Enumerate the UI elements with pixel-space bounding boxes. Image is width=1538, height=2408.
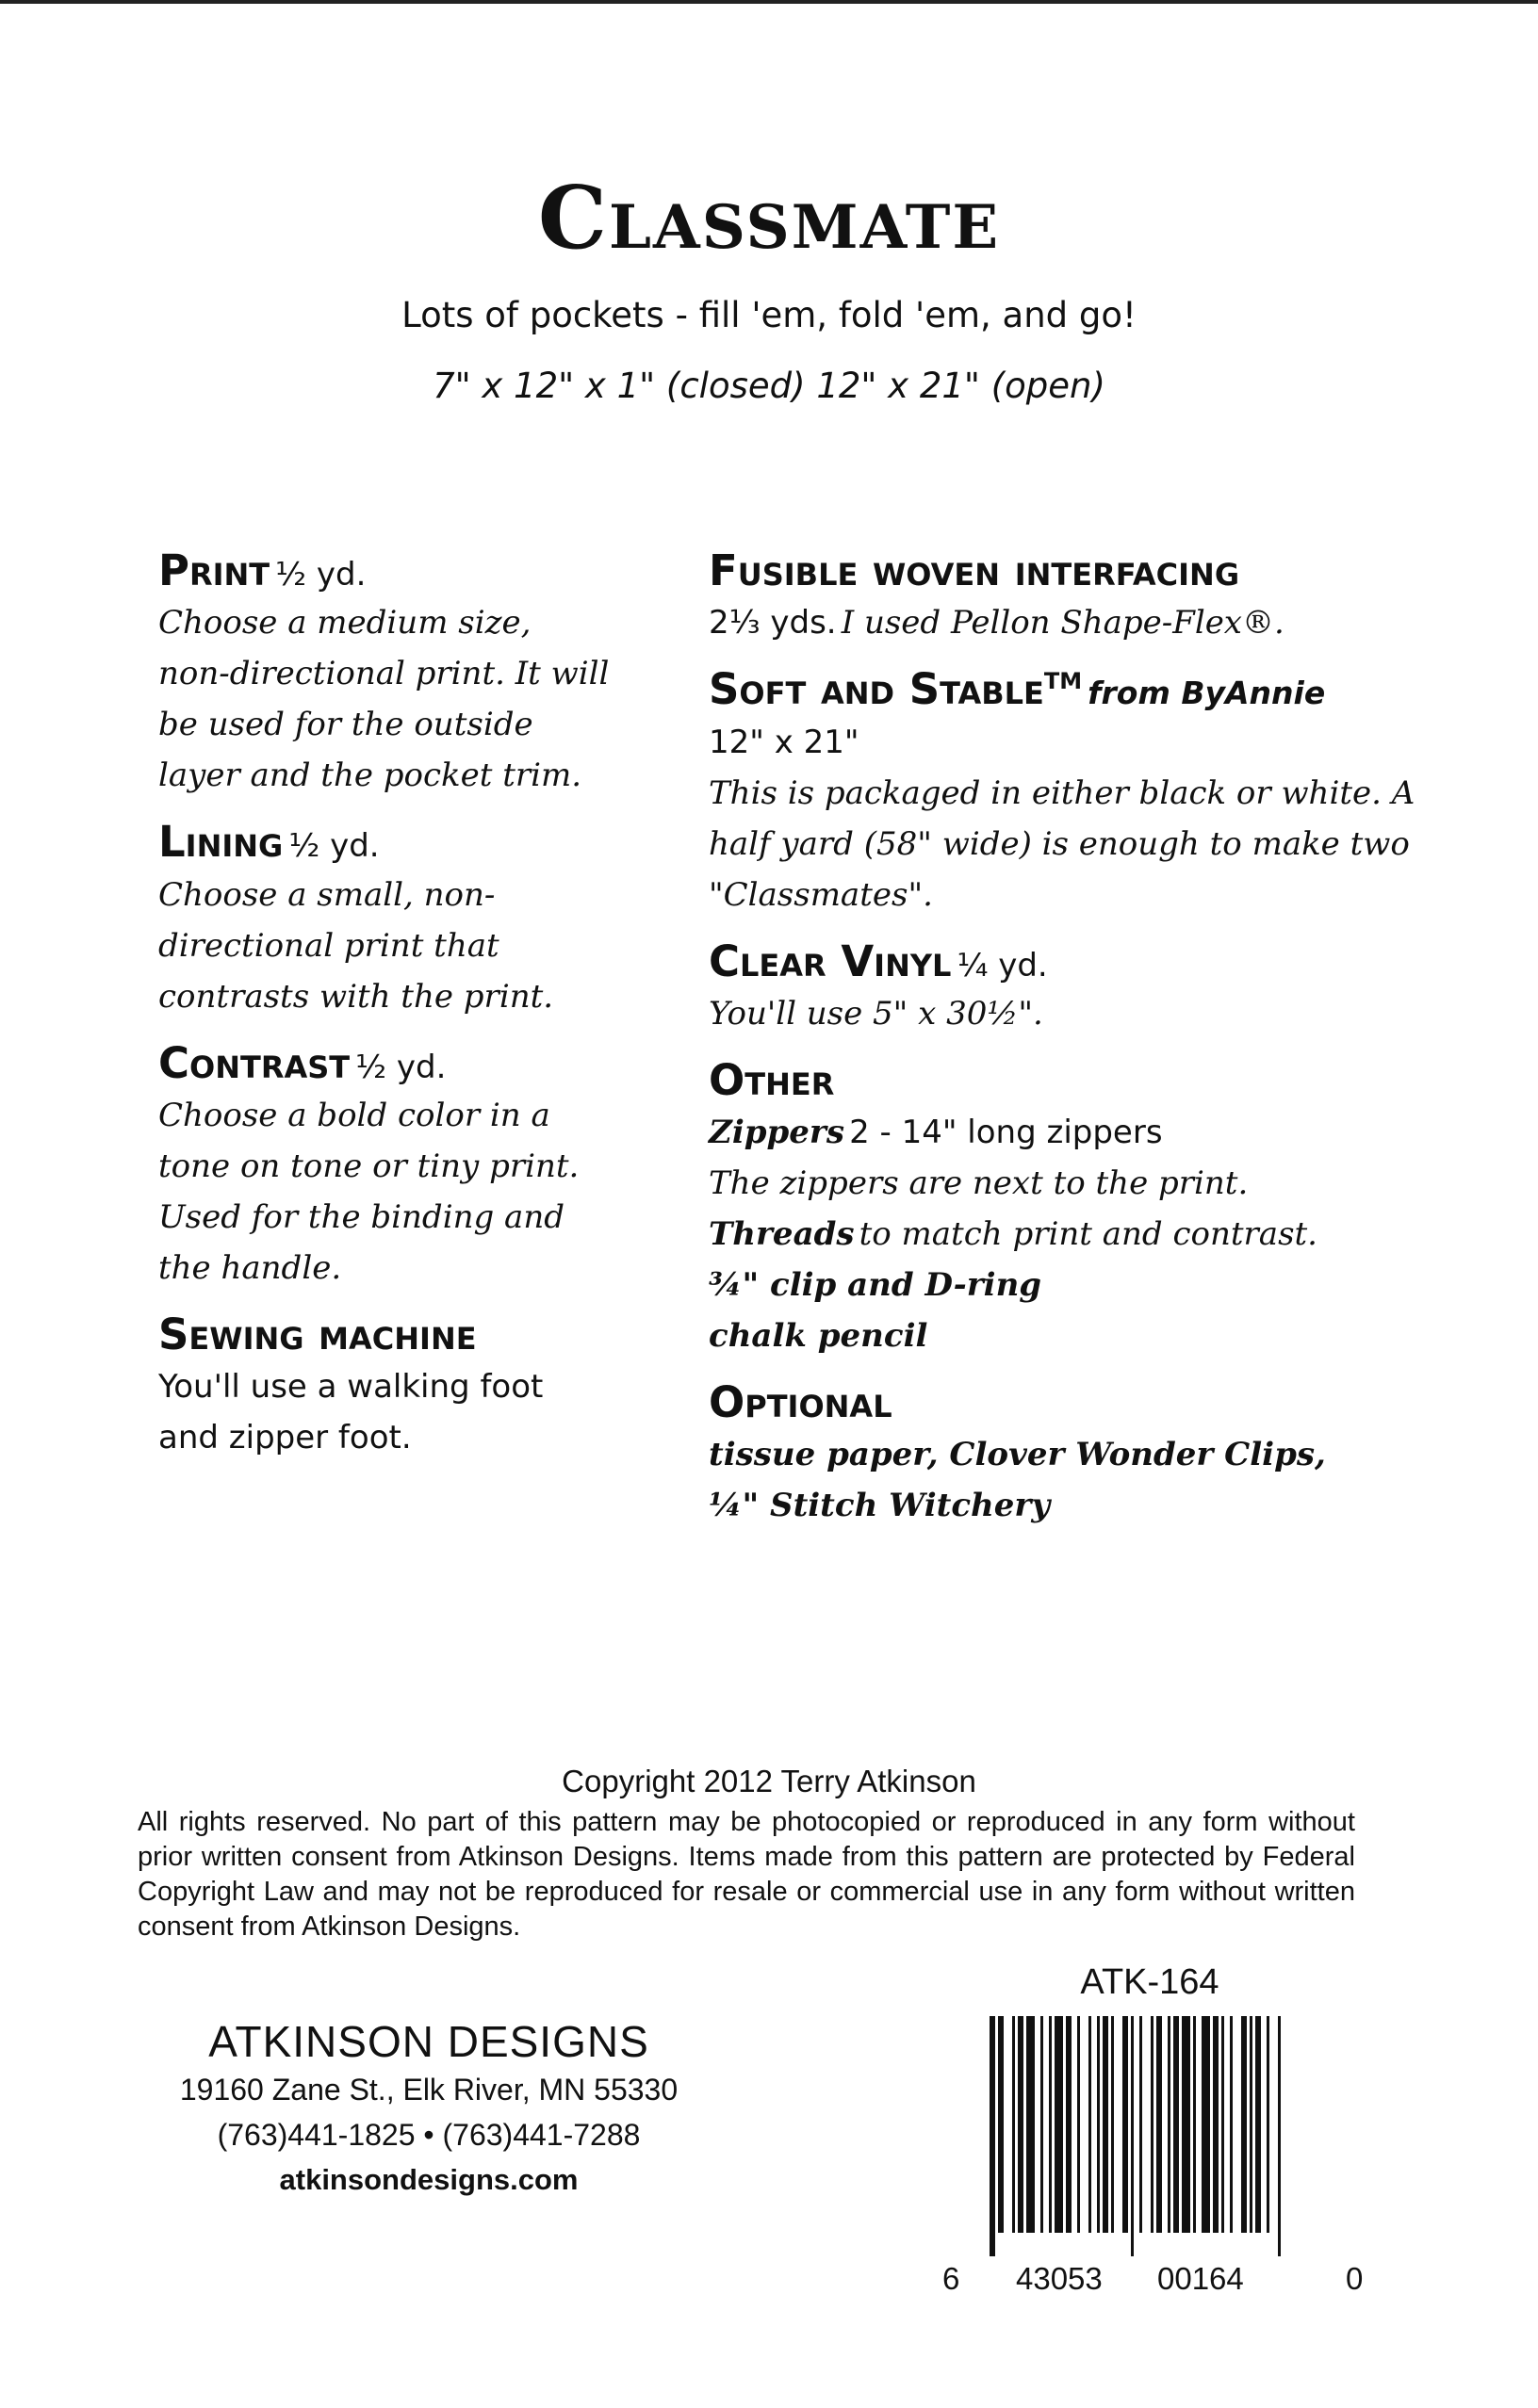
company-phones: (763)441-1825 • (763)441-7288: [217, 2118, 641, 2152]
barcode-bar: [990, 2016, 995, 2256]
section-heading: Fusible woven interfacing: [709, 545, 1240, 595]
section-optional: [709, 1376, 1387, 1531]
description-line: directional print that: [158, 926, 499, 965]
description-line: non-directional print. It will: [158, 655, 610, 693]
section-heading: Optional: [709, 1377, 892, 1427]
barcode-icon: [971, 2007, 1357, 2261]
supplies-right-column: [709, 545, 1415, 1546]
item-text: to match print and contrast.: [859, 1215, 1317, 1253]
barcode-bar: [1241, 2016, 1247, 2233]
copyright-notice: All rights reserved. No part of this pattern may be photocopied or reproduced in any form without prior written consent from Atkinson Designs. Items made from this pattern are protected by Federal Copyright Law and may not be reproduced for resale or commercial use in any form without written consent from Atkinson Designs.: [138, 1807, 1355, 1942]
barcode-bar: [1255, 2016, 1261, 2233]
section-soft-and-stable: [709, 663, 1415, 919]
company-info: [160, 2016, 697, 2203]
top-border-line: [0, 0, 1538, 4]
description-line: contrasts with the print.: [158, 977, 554, 1016]
section-heading: Soft and Stable: [709, 664, 1044, 715]
brand-note: from ByAnnie: [1088, 675, 1326, 712]
item-text: 2 - 14" long zippers: [849, 1114, 1163, 1151]
barcode-bar: [1026, 2016, 1035, 2233]
supplies-left-column: [158, 545, 648, 1478]
item-text: chalk pencil: [709, 1317, 928, 1355]
barcode-bar: [1250, 2016, 1252, 2233]
item-text: ¼" Stitch Witchery: [709, 1487, 1051, 1525]
barcode-bar: [1156, 2016, 1162, 2233]
description-line: "Classmates".: [709, 875, 933, 914]
section-quantity: 2⅓ yds.: [709, 604, 837, 643]
barcode-bar: [1049, 2016, 1052, 2233]
barcode-bar: [1055, 2016, 1063, 2233]
company-website[interactable]: atkinsondesigns.com: [279, 2163, 579, 2196]
description-line: Used for the binding and: [158, 1197, 564, 1236]
barcode-bar: [1040, 2016, 1043, 2233]
barcode-bar: [1097, 2016, 1100, 2233]
barcode-digit-first: 6: [942, 2261, 960, 2296]
description-line: You'll use a walking foot: [158, 1368, 544, 1406]
section-quantity: ½ yd.: [288, 827, 380, 866]
section-other: [709, 1054, 1387, 1361]
description-line: and zipper foot.: [158, 1419, 412, 1456]
barcode-bar: [1012, 2016, 1015, 2233]
item-text: tissue paper, Clover Wonder Clips,: [709, 1436, 1326, 1474]
section-heading: Print: [158, 545, 270, 595]
barcode-digits-group1: 43053: [1016, 2261, 1103, 2296]
barcode-bar: [998, 2016, 1004, 2233]
section-lining: [158, 816, 648, 1021]
trademark-mark: TM: [1043, 668, 1083, 695]
barcode-bar: [1221, 2016, 1224, 2233]
section-heading: Sewing machine: [158, 1309, 477, 1359]
barcode-bar: [1122, 2016, 1128, 2233]
barcode-bar: [1018, 2016, 1023, 2233]
barcode-bar: [1182, 2016, 1190, 2233]
pattern-subtitle: Lots of pockets - fill 'em, fold 'em, and go!: [401, 295, 1137, 335]
barcode-bar: [1077, 2016, 1080, 2233]
barcode-bar: [1139, 2016, 1142, 2233]
section-contrast: [158, 1037, 648, 1293]
product-sku: ATK-164: [1080, 1962, 1219, 2002]
description-line: Choose a bold color in a: [158, 1096, 550, 1134]
copyright-title: Copyright 2012 Terry Atkinson: [562, 1764, 976, 1798]
description-line: half yard (58" wide) is enough to make two: [709, 824, 1410, 863]
section-print: [158, 545, 648, 801]
item-label: Threads: [709, 1215, 855, 1253]
description-line: the handle.: [158, 1248, 342, 1287]
description-line: The zippers are next to the print.: [709, 1164, 1249, 1202]
barcode-bar: [1230, 2016, 1233, 2233]
barcode-bar: [1193, 2016, 1196, 2233]
description-line: layer and the pocket trim.: [158, 757, 582, 795]
section-heading: Lining: [158, 817, 284, 868]
barcode-bar: [1111, 2016, 1114, 2233]
company-address: 19160 Zane St., Elk River, MN 55330: [179, 2073, 679, 2107]
barcode-bar: [1202, 2016, 1210, 2233]
section-heading: Contrast: [158, 1037, 351, 1088]
barcode-bar: [1278, 2016, 1281, 2256]
section-quantity: ¼ yd.: [957, 946, 1048, 984]
pattern-title: Classmate: [537, 167, 1001, 268]
company-name: ATKINSON DESIGNS: [208, 2017, 649, 2066]
section-heading: Other: [709, 1054, 835, 1105]
description-line: tone on tone or tiny print.: [158, 1147, 580, 1185]
barcode-bar: [1151, 2016, 1154, 2233]
section-clear-vinyl: [709, 936, 1387, 1039]
barcode-digit-last: 0: [1346, 2261, 1364, 2296]
section-fusible-interfacing: [709, 545, 1387, 648]
item-label: Zippers: [709, 1114, 844, 1151]
barcode-bar: [1131, 2016, 1134, 2256]
section-quantity: ½ yd.: [355, 1048, 447, 1086]
description-line: This is packaged in either black or white. A: [709, 773, 1415, 812]
barcode-digits-group2: 00164: [1157, 2261, 1244, 2296]
description-line: Choose a small, non-: [158, 875, 496, 914]
barcode-bar: [1168, 2016, 1170, 2233]
barcode-bar: [1213, 2016, 1219, 2233]
section-heading: Clear Vinyl: [709, 936, 952, 986]
barcode-bar: [1103, 2016, 1108, 2233]
description-line: You'll use 5" x 30½".: [709, 994, 1043, 1033]
description-line: be used for the outside: [158, 706, 533, 744]
barcode-bar: [1267, 2016, 1269, 2233]
description-line: Choose a medium size,: [158, 604, 532, 643]
item-text: ¾" clip and D-ring: [709, 1266, 1042, 1304]
section-quantity: ½ yd.: [275, 556, 367, 594]
barcode-bar: [1066, 2016, 1072, 2233]
description-line: I used Pellon Shape-Flex®.: [841, 604, 1284, 643]
section-size: 12" x 21": [709, 723, 859, 761]
section-sewing-machine: [158, 1309, 648, 1463]
barcode-bar: [1088, 2016, 1091, 2233]
pattern-dimensions: 7" x 12" x 1" (closed) 12" x 21" (open): [433, 366, 1105, 406]
barcode-bar: [1173, 2016, 1179, 2233]
